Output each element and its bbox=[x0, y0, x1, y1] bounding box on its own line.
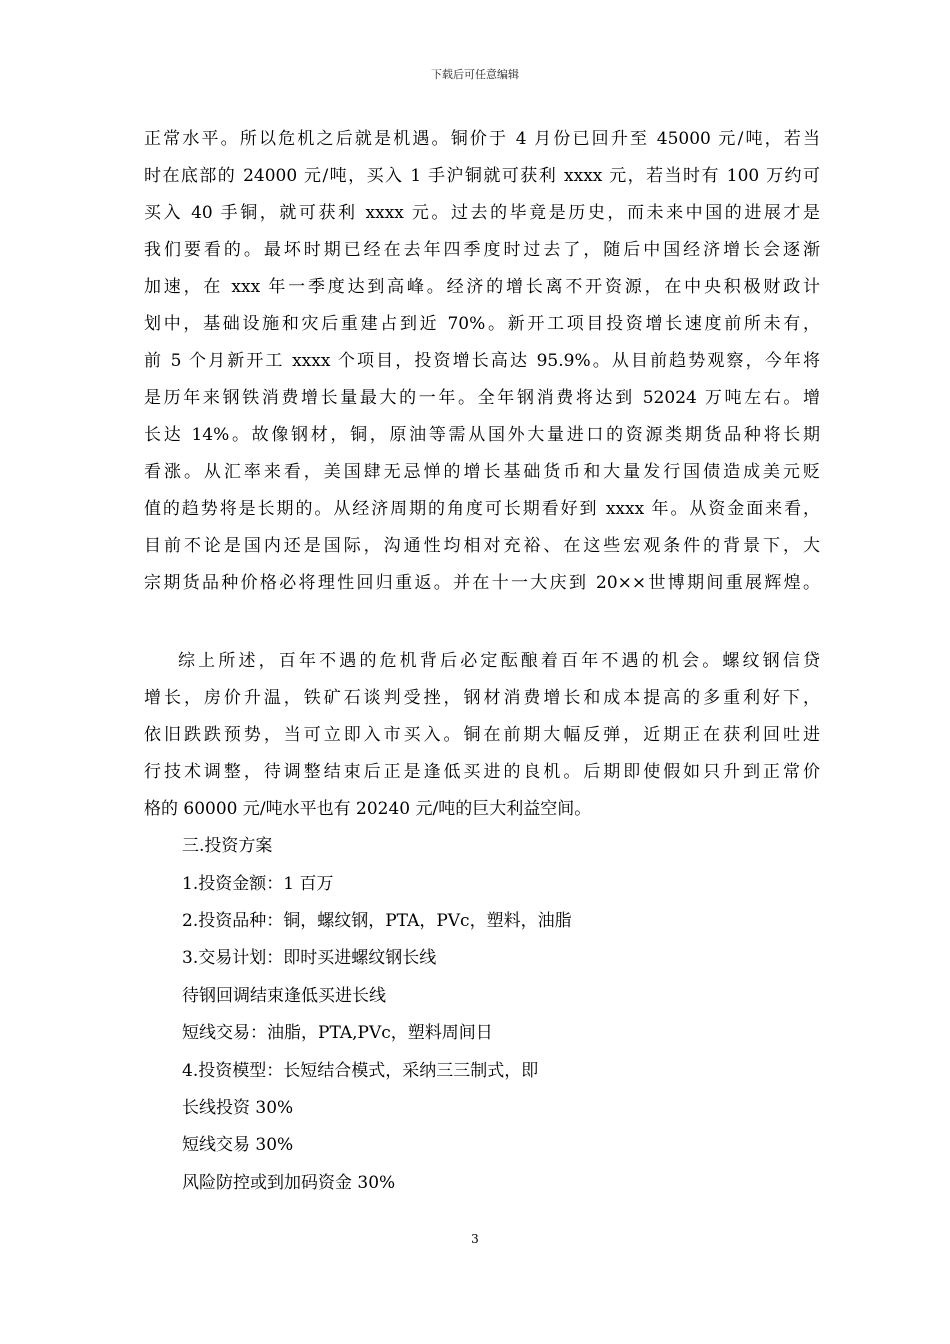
plan-item-trading-sub-2: 短线交易：油脂，PTA,PVc，塑料周间日 bbox=[182, 1023, 493, 1043]
plan-item-varieties: 2.投资品种：铜，螺纹钢，PTA，PVc，塑料，油脂 bbox=[182, 911, 572, 931]
page-header: 下载后可任意编辑 bbox=[431, 68, 519, 81]
paragraph-line: 长达 14%。故像钢材，铜，原油等需从国外大量进口的资源类期货品种将长期 bbox=[144, 425, 820, 445]
paragraph-line: 看涨。从汇率来看，美国肆无忌惮的增长基础货币和大量发行国债造成美元贬 bbox=[144, 462, 820, 482]
paragraph-line: 格的 60000 元/吨水平也有 20240 元/吨的巨大利益空间。 bbox=[144, 799, 592, 819]
plan-item-model-sub-2: 短线交易 30% bbox=[182, 1135, 294, 1155]
paragraph-line: 宗期货品种价格必将理性回归重返。并在十一大庆到 20××世博期间重展辉煌。 bbox=[144, 573, 820, 593]
paragraph-line: 值的趋势将是长期的。从经济周期的角度可长期看好到 xxxx 年。从资金面来看， bbox=[144, 499, 820, 519]
paragraph-2 bbox=[144, 643, 820, 828]
plan-item-model-sub-1: 长线投资 30% bbox=[182, 1098, 294, 1118]
paragraph-line: 加速，在 xxx 年一季度达到高峰。经济的增长离不开资源，在中央积极财政计 bbox=[144, 277, 820, 297]
paragraph-line: 正常水平。所以危机之后就是机遇。铜价于 4 月份已回升至 45000 元/吨，若当 bbox=[144, 129, 820, 149]
paragraph-line: 增长，房价升温，铁矿石谈判受挫，钢材消费增长和成本提高的多重利好下， bbox=[144, 688, 820, 708]
page-number: 3 bbox=[471, 1232, 479, 1246]
plan-item-trading-plan: 3.交易计划：即时买进螺纹钢长线 bbox=[182, 948, 437, 968]
plan-item-model: 4.投资模型：长短结合模式，采纳三三制式，即 bbox=[182, 1061, 539, 1081]
paragraph-line: 是历年来钢铁消费增长量最大的一年。全年钢消费将达到 52024 万吨左右。增 bbox=[144, 388, 820, 408]
paragraph-line: 目前不论是国内还是国际，沟通性均相对充裕、在这些宏观条件的背景下，大 bbox=[144, 536, 820, 556]
paragraph-line: 划中，基础设施和灾后重建占到近 70%。新开工项目投资增长速度前所未有， bbox=[144, 314, 820, 334]
paragraph-line: 时在底部的 24000 元/吨，买入 1 手沪铜就可获利 xxxx 元，若当时有 100 万约可 bbox=[144, 166, 820, 186]
paragraph-line: 综上所述，百年不遇的危机背后必定酝酿着百年不遇的机会。螺纹钢信贷 bbox=[178, 651, 820, 671]
paragraph-line: 我们要看的。最坏时期已经在去年四季度时过去了，随后中国经济增长会逐渐 bbox=[144, 240, 820, 260]
paragraph-1 bbox=[144, 121, 820, 602]
plan-item-amount: 1.投资金额：1 百万 bbox=[182, 874, 334, 894]
plan-item-trading-sub-1: 待钢回调结束逢低买进长线 bbox=[182, 986, 386, 1006]
paragraph-line: 行技术调整，待调整结束后正是逢低买进的良机。后期即使假如只升到正常价 bbox=[144, 762, 820, 782]
paragraph-line: 前 5 个月新开工 xxxx 个项目，投资增长高达 95.9%。从目前趋势观察，今年将 bbox=[144, 351, 820, 371]
section-title: 三.投资方案 bbox=[182, 836, 273, 856]
paragraph-line: 买入 40 手铜，就可获利 xxxx 元。过去的毕竟是历史，而未来中国的进展才是 bbox=[144, 203, 820, 223]
paragraph-line: 依旧跌跌预势，当可立即入市买入。铜在前期大幅反弹，近期正在获利回吐进 bbox=[144, 725, 820, 745]
plan-item-model-sub-3: 风险防控或到加码资金 30% bbox=[182, 1173, 396, 1193]
